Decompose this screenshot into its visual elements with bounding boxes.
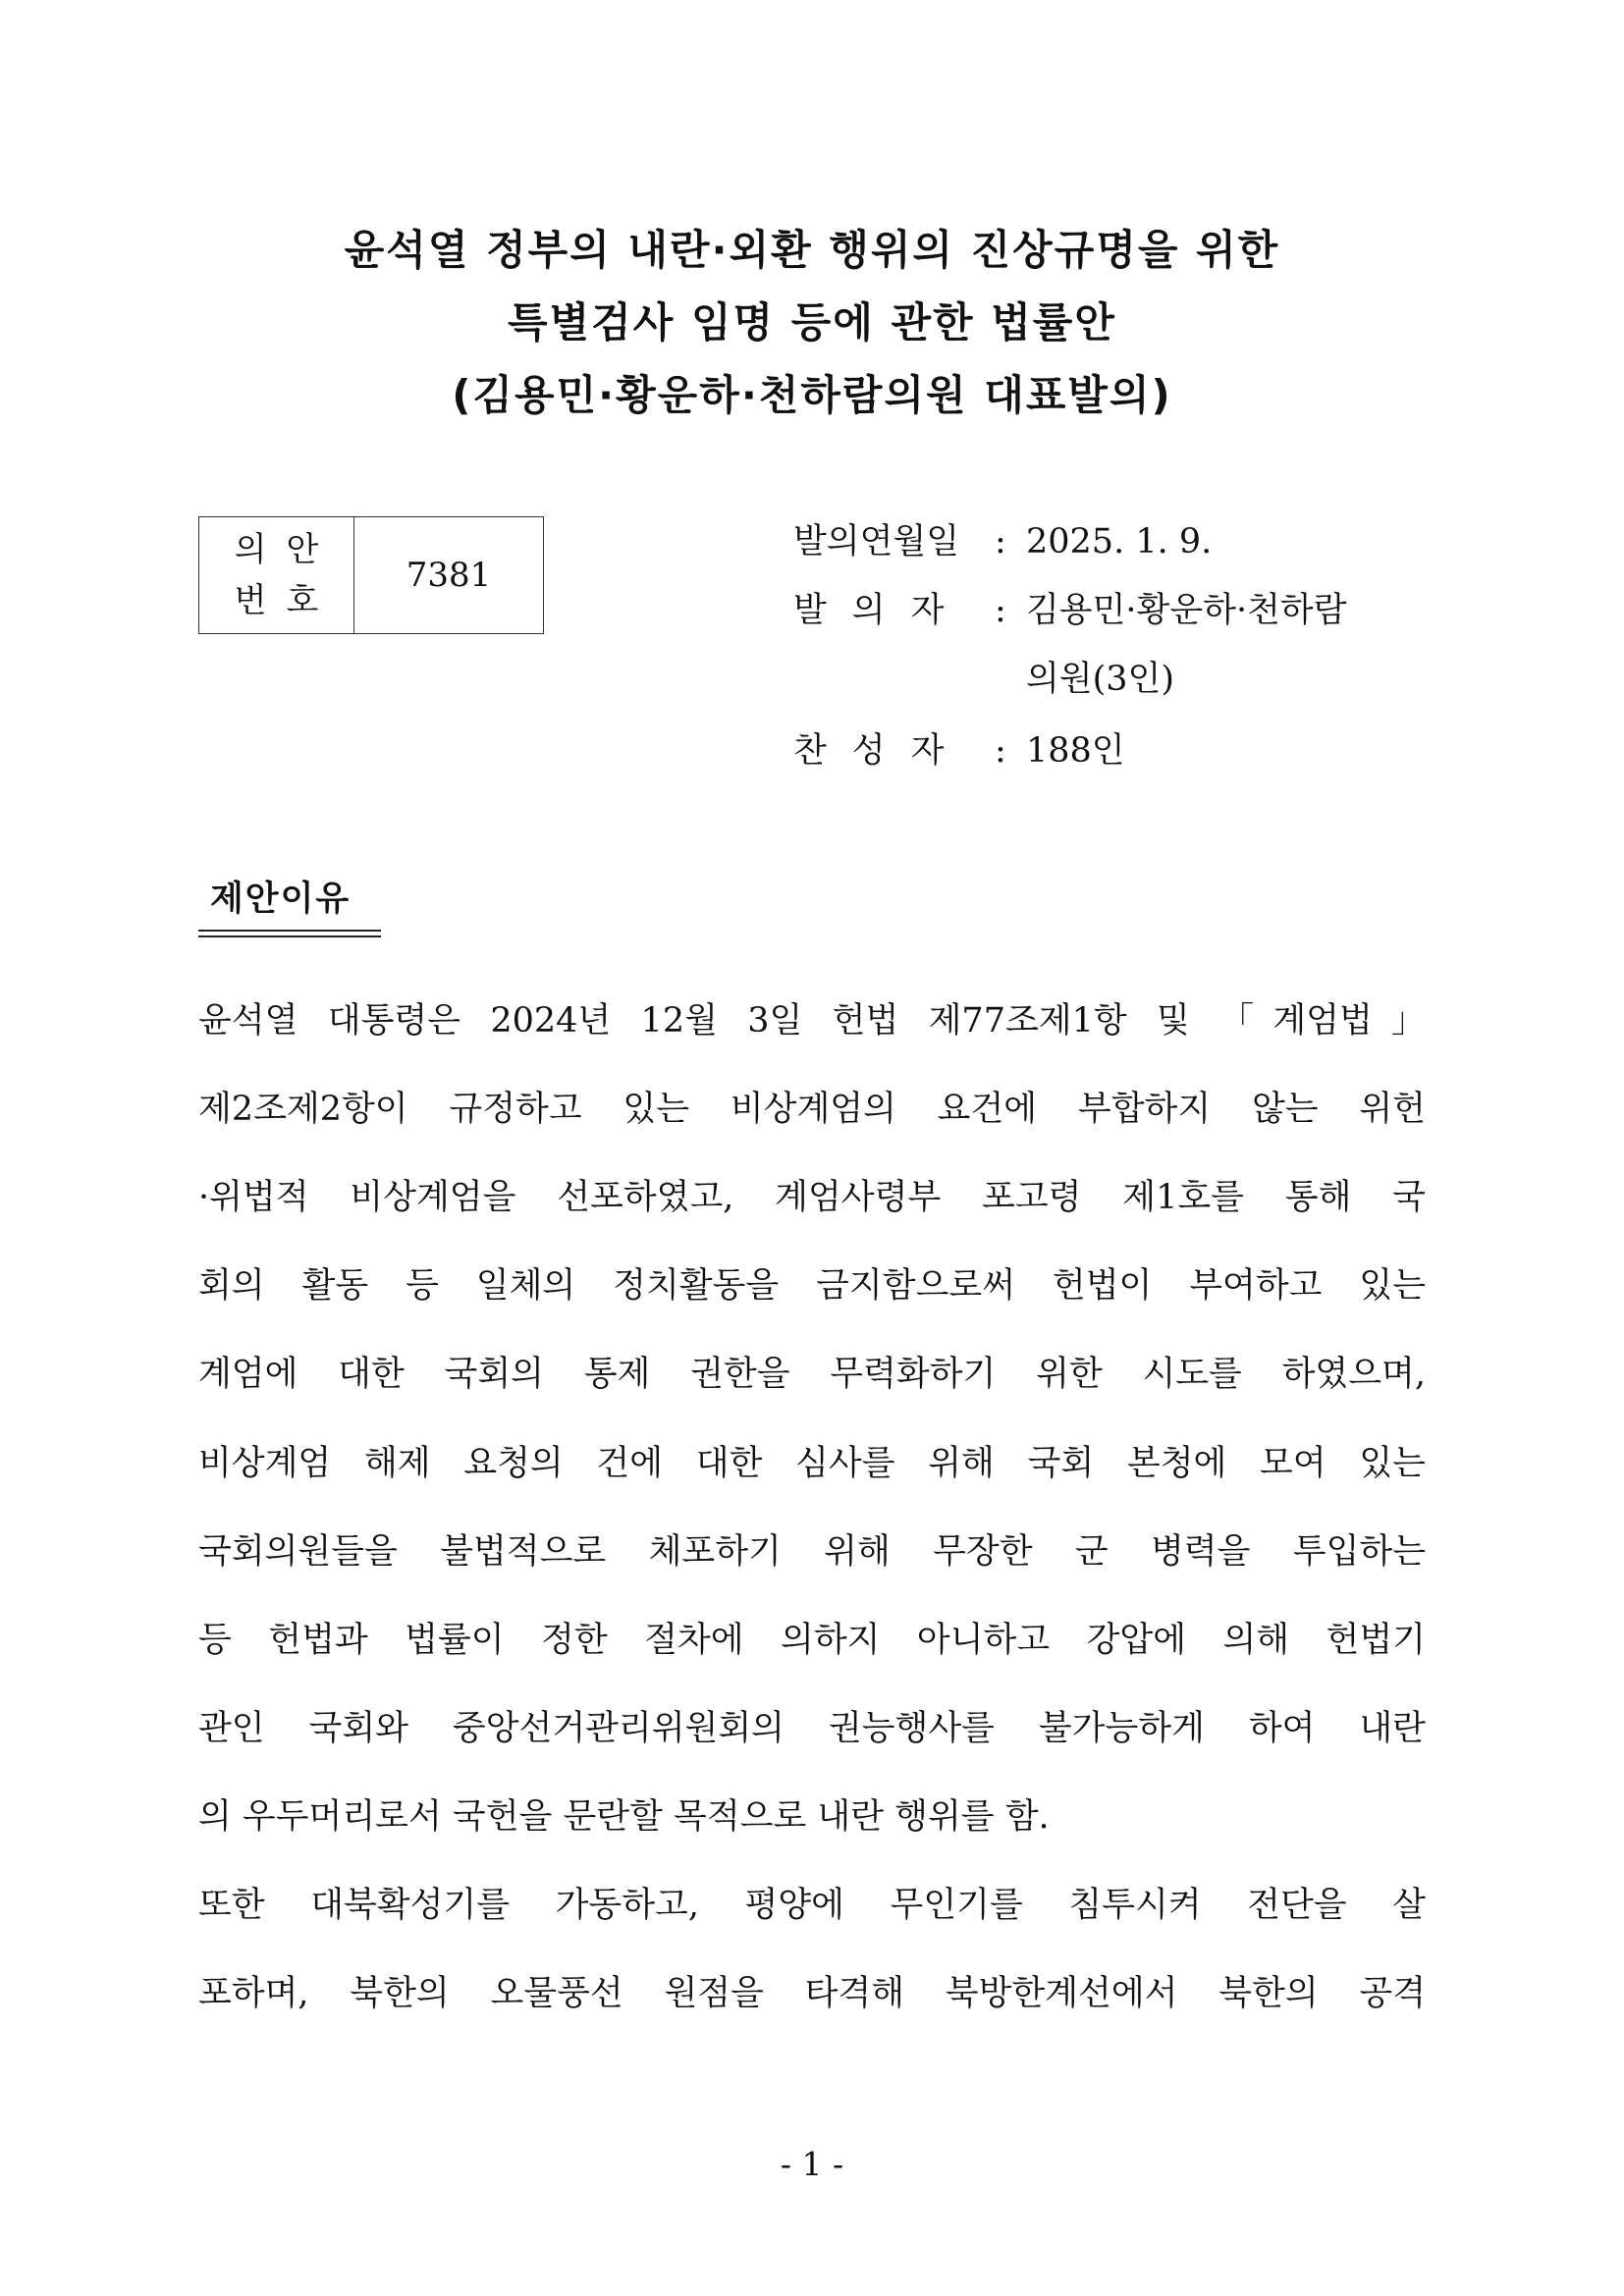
bill-number-label-line-1: 의안 bbox=[234, 530, 339, 569]
supporter-value: 188인 bbox=[1026, 731, 1125, 771]
heading-underline bbox=[198, 930, 381, 932]
proposal-date-value: 2025. 1. 9. bbox=[1026, 522, 1213, 561]
body-line: 또한 대북확성기를 가동하고, 평양에 무인기를 침투시켜 전단을 살 bbox=[198, 1886, 1426, 1925]
body-line: 윤석열 대통령은 2024년 12월 3일 헌법 제77조제1항 및 「계엄법」 bbox=[198, 1001, 1426, 1041]
page-number: - 1 - bbox=[780, 2145, 844, 2183]
proposer-value: 김용민·황운하·천하람 bbox=[1026, 591, 1347, 630]
bill-number-label bbox=[199, 517, 354, 633]
body-line: 의 우두머리로서 국헌을 문란할 목적으로 내란 행위를 함. bbox=[198, 1797, 1050, 1837]
colon: : bbox=[995, 591, 1006, 630]
bill-number-label-line-2: 번호 bbox=[234, 581, 339, 620]
heading-underline bbox=[198, 935, 381, 937]
proposer-value-continued: 의원(3인) bbox=[1026, 660, 1175, 699]
document-title-proposers: (김용민·황운하·천하람의원 대표발의) bbox=[452, 371, 1172, 419]
body-line: 국회의원들을 불법적으로 체포하기 위해 무장한 군 병력을 투입하는 bbox=[198, 1532, 1426, 1572]
section-heading-reason: 제안이유 bbox=[210, 880, 352, 919]
proposer-row-continued bbox=[1026, 655, 1174, 704]
colon: : bbox=[995, 731, 1006, 771]
document-title-line-1: 윤석열 정부의 내란·외환 행위의 진상규명을 위한 bbox=[344, 226, 1280, 274]
bill-number-box bbox=[198, 516, 544, 634]
document-title-line-2: 특별검사 임명 등에 관한 법률안 bbox=[508, 298, 1116, 347]
supporter-label: 찬성자 bbox=[793, 731, 970, 771]
body-line: 제2조제2항이 규정하고 있는 비상계엄의 요건에 부합하지 않는 위헌 bbox=[198, 1090, 1426, 1129]
body-line: 계엄에 대한 국회의 통제 권한을 무력화하기 위한 시도를 하였으며, bbox=[198, 1355, 1426, 1394]
colon: : bbox=[995, 522, 1006, 561]
body-line: 등 헌법과 법률이 정한 절차에 의하지 아니하고 강압에 의해 헌법기 bbox=[198, 1621, 1426, 1660]
body-line: 포하며, 북한의 오물풍선 원점을 타격해 북방한계선에서 북한의 공격 bbox=[198, 1974, 1426, 2013]
proposal-date-label: 발의연월일 bbox=[793, 522, 960, 561]
proposer-row bbox=[793, 586, 1347, 635]
proposer-label: 발의자 bbox=[793, 591, 970, 630]
proposal-date-row bbox=[793, 517, 1212, 566]
body-line: 비상계엄 해제 요청의 건에 대한 심사를 위해 국회 본청에 모여 있는 bbox=[198, 1444, 1426, 1483]
bill-number-value: 7381 bbox=[406, 556, 492, 595]
body-line: 회의 활동 등 일체의 정치활동을 금지함으로써 헌법이 부여하고 있는 bbox=[198, 1266, 1426, 1306]
supporter-row bbox=[793, 726, 1125, 775]
body-line: 관인 국회와 중앙선거관리위원회의 권능행사를 불가능하게 하여 내란 bbox=[198, 1709, 1426, 1748]
body-line: ·위법적 비상계엄을 선포하였고, 계엄사령부 포고령 제1호를 통해 국 bbox=[198, 1178, 1426, 1217]
